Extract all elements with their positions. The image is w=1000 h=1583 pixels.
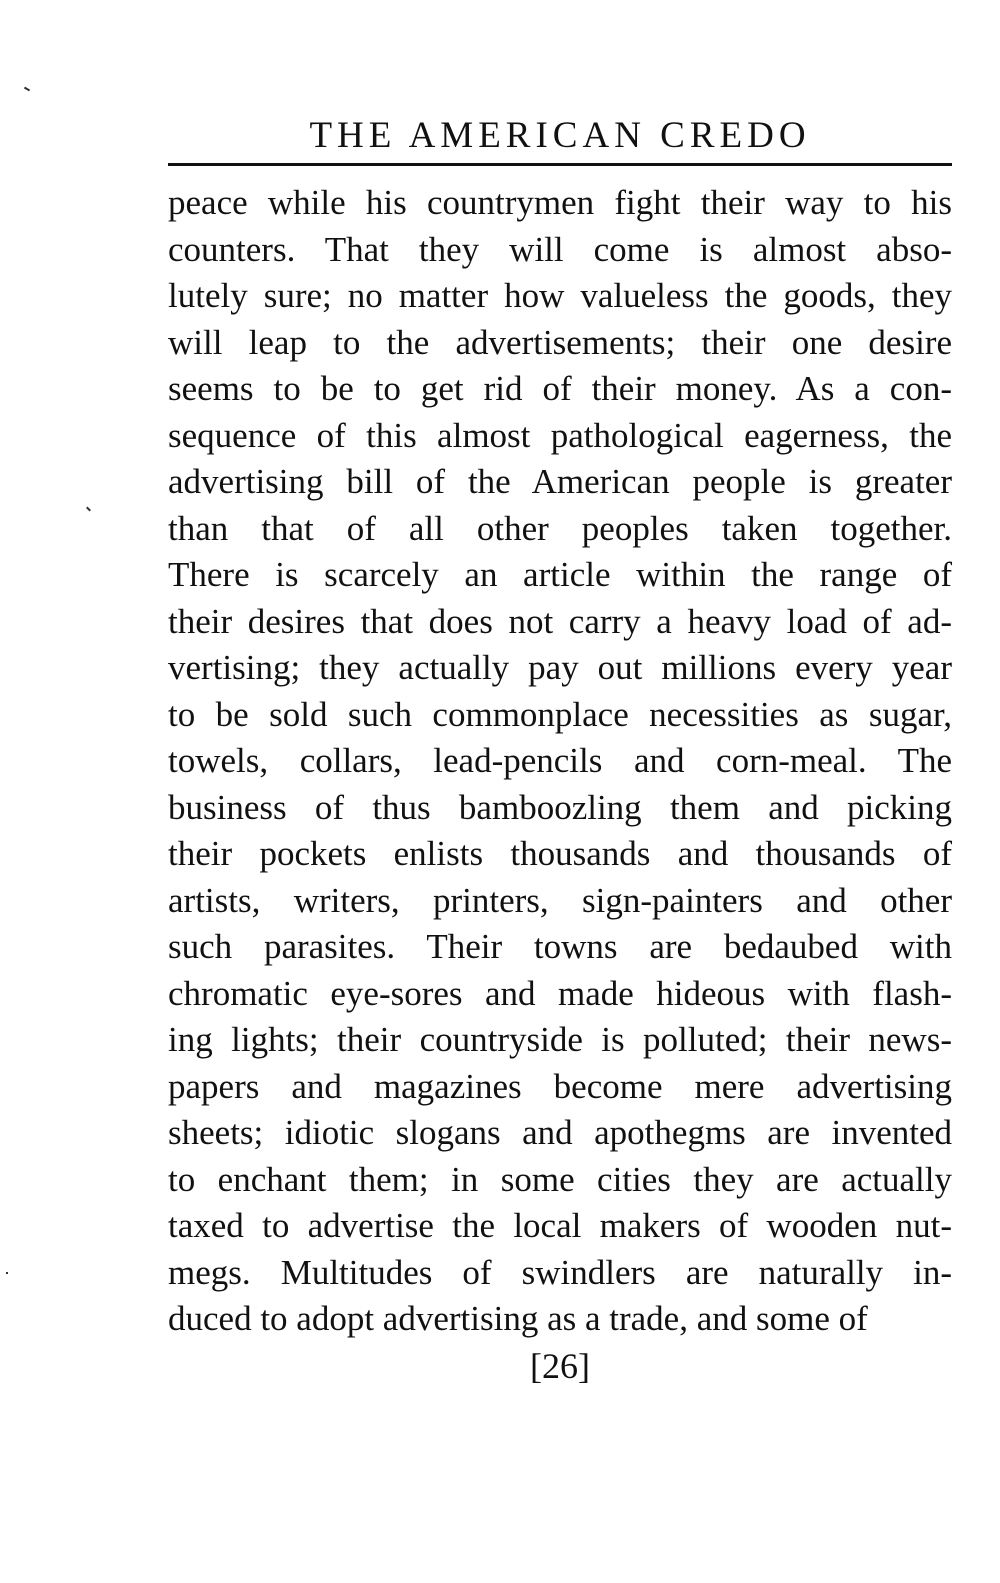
text-line: lutely sure; no matter how valueless the goods, they [168,276,952,315]
text-line: seems to be to get rid of their money. As a con- [168,369,952,408]
text-line: their desires that does not carry a heavy load of ad- [168,601,952,641]
text-line: papers and magazines become mere advertising [168,1066,952,1106]
text-line: megs. Multitudes of swindlers are naturally in- [168,1252,952,1292]
text-line: towels, collars, lead-pencils and corn-meal. The [168,741,952,780]
text-line: taxed to advertise the local makers of wooden nut- [168,1206,952,1245]
text-line: will leap to the advertisements; their one desire [168,322,952,362]
text-line: their pockets enlists thousands and thousands of [168,834,952,873]
text-line: sequence of this almost pathological eagerness, the [168,415,952,455]
text-line: vertising; they actually pay out millions every year [168,648,952,687]
text-line: sheets; idiotic slogans and apothegms are invented [168,1113,952,1152]
scan-speck [6,1272,8,1274]
text-line: advertising bill of the American people is greater [168,462,952,501]
page-number: [26] [530,1346,590,1386]
text-line: than that of all other peoples taken together. [168,508,952,548]
text-line: business of thus bamboozling them and picking [168,787,952,827]
text-line: counters. That they will come is almost abso- [168,229,952,269]
text-line: There is scarcely an article within the range of [168,555,952,594]
header-rule [168,163,952,166]
scan-speck [24,87,30,92]
text-line: artists, writers, printers, sign-painters and other [168,880,952,920]
text-line: such parasites. Their towns are bedaubed with [168,927,952,966]
text-line: ing lights; their countryside is polluted; their news- [168,1020,952,1059]
text-line: duced to adopt advertising as a trade, and some of [168,1299,868,1338]
text-line: chromatic eye-sores and made hideous with flash- [168,973,952,1013]
body-text [168,180,952,1343]
scan-speck [86,507,91,512]
text-line: to enchant them; in some cities they are actually [168,1159,952,1199]
running-head: THE AMERICAN CREDO [309,115,811,156]
text-line: to be sold such commonplace necessities as sugar, [168,694,952,734]
text-line: peace while his countrymen fight their way to his [168,183,952,222]
